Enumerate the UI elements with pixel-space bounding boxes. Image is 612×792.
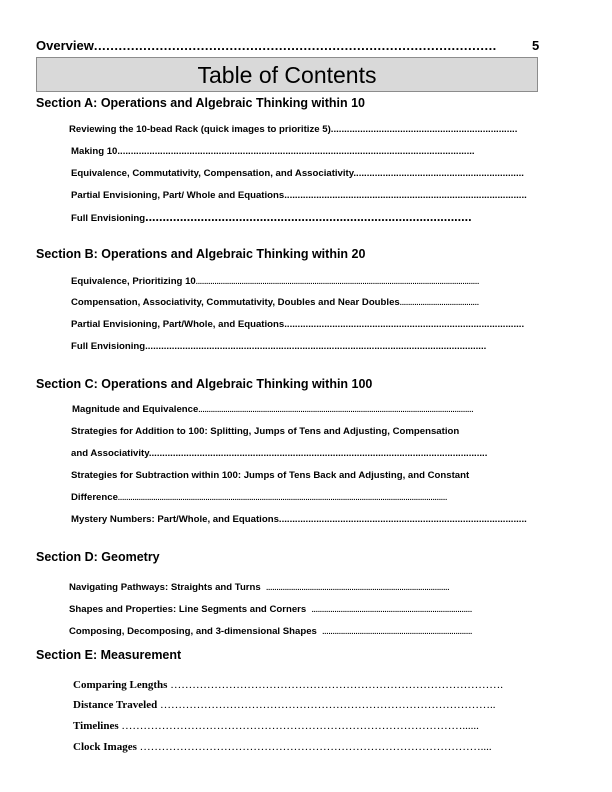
page-title: Table of Contents: [36, 57, 538, 92]
toc-entry-e3[interactable]: Timelines …………………………………………………………………………………......: [73, 720, 479, 732]
toc-entry-a4[interactable]: Partial Envisioning, Part/ Whole and Equations...........................................................................................: [71, 190, 527, 201]
section-b-heading: Section B: Operations and Algebraic Thinking within 20: [36, 247, 366, 261]
section-d-heading: Section D: Geometry: [36, 550, 160, 564]
toc-entry-e4[interactable]: Clock Images …………………………………………………………………………………....: [73, 741, 492, 753]
toc-entry-c2-line1[interactable]: Strategies for Addition to 100: Splitting, Jumps of Tens and Adjusting, Compensation: [71, 426, 460, 437]
toc-entry-c1[interactable]: Magnitude and Equivalence....................................................................................................................................: [72, 404, 474, 415]
toc-entry-b1[interactable]: Equivalence, Prioritizing 10........................................................................................................................................: [71, 276, 480, 287]
toc-entry-e1[interactable]: Comparing Lengths ……………………………………………………………………………….: [73, 679, 503, 691]
toc-entry-a2[interactable]: Making 10......................................................................................................................................: [71, 146, 475, 157]
overview-page-number: 5: [532, 38, 540, 53]
toc-entry-a3[interactable]: Equivalence, Commutativity, Compensation, and Associativity................................................................: [71, 168, 524, 179]
toc-entry-d2[interactable]: Shapes and Properties: Line Segments and Corners .............................................................................: [69, 604, 473, 615]
overview-line[interactable]: [36, 38, 542, 53]
toc-entry-a5[interactable]: Full Envisioning..............................................................................................: [71, 210, 472, 224]
toc-entry-a1[interactable]: Reviewing the 10-bead Rack (quick images to prioritize 5)......................................................................: [69, 124, 518, 135]
overview-label: Overview: [36, 38, 94, 53]
toc-entry-d3[interactable]: Composing, Decomposing, and 3-dimensional Shapes ........................................................................: [69, 626, 473, 637]
toc-entry-b4[interactable]: Full Envisioning................................................................................................................................: [71, 341, 487, 352]
toc-entry-b2[interactable]: Compensation, Associativity, Commutativity, Doubles and Near Doubles......................................: [71, 297, 479, 308]
toc-entry-b3[interactable]: Partial Envisioning, Part/Whole, and Equations..........................................................................................: [71, 319, 525, 330]
toc-entry-e2[interactable]: Distance Traveled ………………………………………………………………………………..: [73, 699, 496, 711]
toc-entry-c2-line2[interactable]: and Associativity...............................................................................................................................: [71, 448, 488, 459]
section-a-heading: Section A: Operations and Algebraic Thinking within 10: [36, 96, 365, 110]
section-e-heading: Section E: Measurement: [36, 648, 182, 662]
toc-entry-d1[interactable]: Navigating Pathways: Straights and Turns ........................................................................................: [69, 582, 450, 593]
toc-entry-c4[interactable]: Mystery Numbers: Part/Whole, and Equations.............................................................................................: [71, 514, 527, 525]
toc-entry-c3-line1[interactable]: Strategies for Subtraction within 100: Jumps of Tens Back and Adjusting, and Constant: [71, 470, 470, 481]
toc-entry-c3-line2[interactable]: Difference..............................................................................................................................................................: [71, 492, 448, 503]
overview-leader: ..................................................................................................: [93, 38, 497, 53]
section-c-heading: Section C: Operations and Algebraic Thinking within 100: [36, 377, 373, 391]
